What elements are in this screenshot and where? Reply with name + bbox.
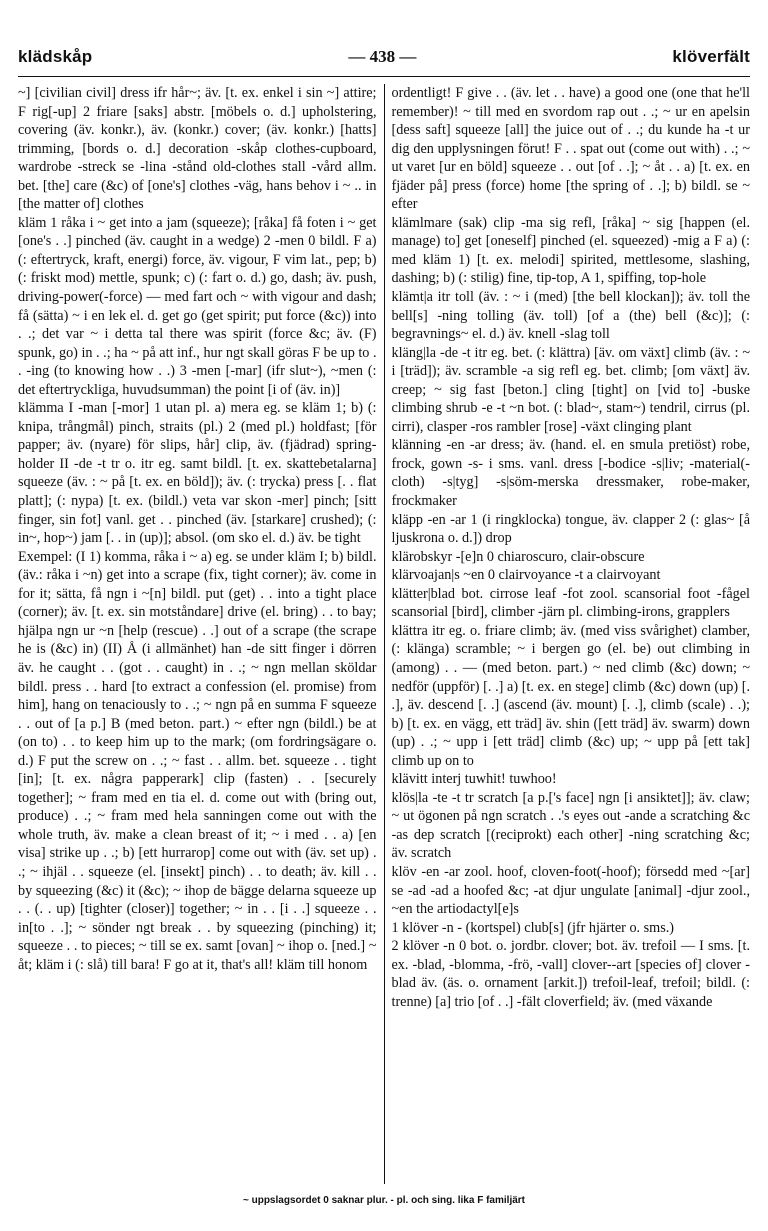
- entry-klämma: klämma I -man [-mor] 1 utan pl. a) mera eg. se kläm 1; b) (: knipa, trångmål) pinch, straits (pl.) 2 (med pl.) holdfast; [för papper; äv. (nyare) för slips, hår] clip, äv. (fjädrad) spring-holder II -de -t tr o. itr eg. samt bildl. [t. ex. skattebetalarna] squeeze (äv. : ~ på [t. ex. en böld]); äv. (: trycka) press [. . flat platt]; (: nypa) [t. ex. (bildl.) veta var skon -mer] pinch; [sitt finger, sin fot] vanl. get . . pinched (äv. [starkare] crushed); (: in~, hop~) jam [. . in (up)]; absol. (om sko el. d.) äv. be tight: [18, 400, 377, 547]
- header-rule: [18, 76, 750, 77]
- right-headword: klöverfält: [672, 47, 750, 66]
- left-headword: klädskåp: [18, 47, 93, 66]
- entry-klämma-examples: Exempel: (I 1) komma, råka i ~ a) eg. se under kläm I; b) bildl. (äv.: råka i ~n) get into a scrape (fix, tight corner); äv. come in for it; sätta, få ngn i ~[n] bildl. put (get) . . into a tight place (corner); äv. [t. ex. sin motståndare] drive (el. bring) . . to bay; hjälpa ngn ur ~n [help (rescue) . .] out of a scrape (the scrape he is (&c) in) (II) Å (i allmänhet) han -de sitt finger i dörren äv. he caught . . (got . . caught) in . .; ~ ngn mellan sköldar bildl. press . . hard [to extract a confession (el. promise) from him], hang on tenaciously to . .; ~ ngn på en summa F squeeze . . out of [a p.] B (med beton. part.) ~ efter ngn (bildl.) be at (on to) . . to keep him up to the mark; (om fordringsägare o. d.) F put the screw on . .; ~ fast . . allm. bet. squeeze . . tight [in]; [t. ex. några papperark] clip (fasten) . . [securely together]; ~ fram med en tia el. d. come out with (bring out, produce) . .; ~ fram med hela sanningen come out with the whole truth, äv. make a clean breast of it; ~ i med . . a) [en visa] strike up . .; b) [ett hurrarop] come out with (äv. set up) . .; ~ ihjäl . . squeeze (el. [insekt] pinch) . . to death; äv. kill . . by squeezing (&c) it (&c); ~ ihop de bägge delarna squeeze up . . (. . up) [tighter (closer)] together; ~ in . . [i . .] squeeze . . in[to . .]; ~ sönder ngt break . . by squeezing (pinching) it; squeeze . . to pieces; ~ till se ex. samt [ovan] ~ ihop o. [ned.] ~ åt; kläm i (: slå) till bara! F go at it, that's all! kläm till honom: [18, 548, 377, 973]
- entry-klöver-2: 2 klöver -n 0 bot. o. jordbr. clover; bot. äv. trefoil — I sms. [t. ex. -blad, -blomma, -frö, -vall] clover--art [species of] clover -blad äv. (äs. o. ornament [arkit.]) trefoil-leaf, trefoil; bildl. (: trenne) [a] trio [of . .] -fält cloverfield; äv. (med växande: [391, 938, 750, 1010]
- page-number: — 438 —: [348, 47, 417, 66]
- page-header: [18, 44, 750, 70]
- entry-klösa: klös|la -te -t tr scratch [a p.['s face] ngn [i ansiktet]]; äv. claw; ~ ut ögonen på ngn scratch . .'s eyes out -ande a scratching &c -as dep scratch [(reciprokt) each other] -ning scratching &c; äv. scratch: [391, 789, 750, 862]
- page-footer-legend: ~ uppslagsordet 0 saknar plur. - pl. och sing. lika F familjärt: [242, 1195, 526, 1206]
- text-columns: [18, 84, 750, 1184]
- entry-klänning: klänning -en -ar dress; äv. (hand. el. en smula pretiöst) robe, frock, gown -s- i sms. vanl. dress [-bodice -s|liv; -material(-cloth) -s|tyg] -s|söm-merska dressmaker, robe-maker, frockmaker: [391, 437, 750, 510]
- entry-klämma-cont: ordentligt! F give . . (äv. let . . have) a good one (one that he'll remember)! ~ till med en svordom rap out . .; ~ ur en apelsin [dess saft] squeeze [all] the juice out of . .; du kunde ha -t ur dig den upplysningen förut! F . . spat out (come out with) . .; ~ ut varet [ur en böld] squeeze . . out [of . .]; ~ åt . . a) [t. ex. en fjäder på] press (force) home [the spring of . .]; b) bildl. se ~ efter: [391, 85, 750, 213]
- entry-klättra: klättra itr eg. o. friare climb; äv. (med viss svårighet) clamber, (: klänga) scramble; ~ i bergen go (el. be) out climbing in (among) . . — (med beton. part.) ~ ned climb (&c) down; ~ nedför (uppför) [. .] a) [t. ex. en stege] climb (&c) down (up) [. .], äv. descend [. .] (ascend (äv. mount) [. .], climb (scale) . .); b) [t. ex. en vägg, ett träd] äv. shin ([ett träd] äv. swarm) down (up) . .; ~ upp i [ett träd] climb (&c) up; ~ upp på [ett tak] climb up on to: [391, 622, 750, 769]
- entry-kläm: kläm 1 råka i ~ get into a jam (squeeze); [råka] få foten i ~ get [one's . .] pinched (äv. caught in a wedge) 2 -men 0 bildl. F a) (: eftertryck, kraft, energi) force, äv. vigour, F vim lat., pep; b) (: friskt mod) mettle, spunk; c) (: fart o. d.) go, dash; äv. push, driving-power(-force) — med fart och ~ with vigour and dash; få (sätta) ~ i en lek el. d. get go (get spirit; put force (&c)) into . .; det var ~ i detta tal there was spirit (force &c; äv. (F) spunk, go) in . .; ha ~ på att inf., hur ngt skall göras F be up to . . -ing (to knowing how . .) 3 -men [-mar] (ifr slut~), ~men (: det eftertryckliga, huvudsumman) the point [i of (äv. in)]: [18, 214, 377, 398]
- entry-klänga: kläng|la -de -t itr eg. bet. (: klättra) [äv. om växt] climb (äv. : ~ i [träd]); äv. scramble -a sig refl eg. bet. climb; [om växt] äv. creep; ~ sig fast [beton.] cling [tight] on [vid to] -buske climbing shrub -e -t ~n bot. (: blad~, stam~) tendril, cirrus (pl. cirri), clasper -ros rambler [rose] -växt clinging plant: [391, 344, 750, 435]
- entry-klöver-1: 1 klöver -n - (kortspel) club[s] (jfr hjärter o. sms.): [391, 919, 674, 936]
- entry-klämta: klämt|a itr toll (äv. : ~ i (med) [the bell klockan]); äv. toll the bell[s] -ning tolling (äv. toll) [of a (the) bell (&c)]; (: begravnings~ el. d.) äv. knell -slag toll: [391, 289, 750, 343]
- entry-klärvoajans: klärvoajan|s ~en 0 clairvoyance -t a clairvoyant: [391, 567, 661, 584]
- right-column: [384, 84, 751, 1184]
- entry-klöv: klöv -en -ar zool. hoof, cloven-foot(-hoof); försedd med ~[ar] se -ad -ad a hoofed &c; -at djur ungulate [animal] -djur zool., ~en the artiodactyl[e]s: [391, 863, 750, 918]
- entry-klärobskyr: klärobskyr -[e]n 0 chiaroscuro, clair-obscure: [391, 548, 645, 565]
- entry-klätter: klätter|blad bot. cirrose leaf -fot zool. scansorial foot -fågel scansorial [bird], climber -järn pl. climbing-irons, grapplers: [391, 585, 750, 621]
- entry-klädskåp: ~] [civilian civil] dress ifr hår~; äv. [t. ex. enkel i sin ~] attire; F rig[-up] 2 friare [saks] abstr. [möbels o. d.] upholstering, covering (äv. konkr.), äv. (konkr.) cover; (äv. konkr.) [hatts] trimming, [bords o. d.] decoration -skåp clothes-cupboard, wardrobe -streck se -lina -stånd old-clothes stall -vård allm. bet. [the] care (&c) of [one's] clothes -väg, hans behov i ~ .. in [the matter of] clothes: [18, 85, 377, 213]
- left-column: [18, 84, 384, 1184]
- entry-klävitt: klävitt interj tuwhit! tuwhoo!: [391, 771, 557, 788]
- entry-klämmare: klämlmare (sak) clip -ma sig refl, [råka] ~ sig [happen (el. manage) to] get [oneself] pinched (el. squeezed) -mig a F a) (: med kläm 1) [t. ex. melodi] spirited, mettlesome, slashing, dashing; b) (: stilig) fine, tip-top, A 1, spiffing, top-hole: [391, 214, 750, 287]
- entry-kläpp: kläpp -en -ar 1 (i ringklocka) tongue, äv. clapper 2 (: glas~ [å ljuskrona o. d.]) drop: [391, 511, 750, 547]
